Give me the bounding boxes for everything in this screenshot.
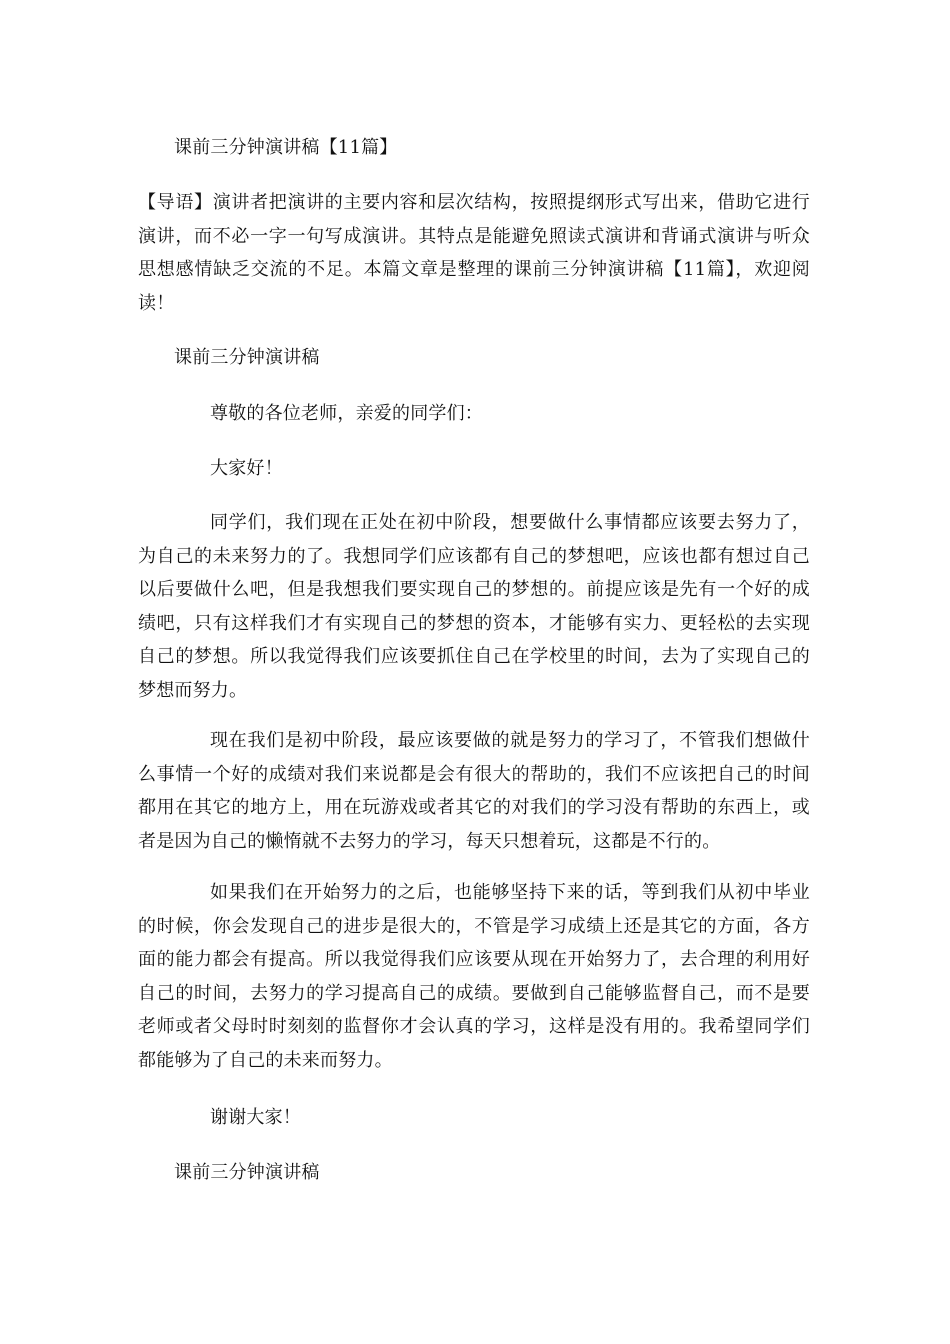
document-title: 课前三分钟演讲稿【11篇】: [174, 137, 398, 158]
body-paragraph-2: 现在我们是初中阶段，最应该要做的就是努力的学习了，不管我们想做什么事情一个好的成绩对我们来说都是会有很大的帮助的，我们不应该把自己的时间都用在其它的地方上，用在玩游戏或者其它的对我们的学习没有帮助的东西上，或者是因为自己的懒惰就不去努力的学习，每天只想着玩，这都是不行的。: [138, 730, 810, 852]
body-paragraph-3: 如果我们在开始努力的之后，也能够坚持下来的话，等到我们从初中毕业的时候，你会发现自己的进步是很大的，不管是学习成绩上还是其它的方面，各方面的能力都会有提高。所以我觉得我们应该要从现在开始努力了，去合理的利用好自己的时间，去努力的学习提高自己的成绩。要做到自己能够监督自己，而不是要老师或者父母时时刻刻的监督你才会认真的学习，这样是没有用的。我希望同学们都能够为了自己的未来而努力。: [138, 882, 810, 1071]
greeting: 大家好！: [210, 458, 283, 479]
section-heading-1: 课前三分钟演讲稿: [174, 347, 320, 368]
closing-thanks: 谢谢大家！: [210, 1107, 301, 1128]
intro-paragraph: 【导语】演讲者把演讲的主要内容和层次结构，按照提纲形式写出来，借助它进行演讲，而不必一字一句写成演讲。其特点是能避免照读式演讲和背诵式演讲与听众思想感情缺乏交流的不足。本篇文章是整理的课前三分钟演讲稿【11篇】，欢迎阅读！: [138, 192, 810, 314]
salutation: 尊敬的各位老师，亲爱的同学们：: [210, 403, 483, 424]
section-heading-2: 课前三分钟演讲稿: [174, 1162, 320, 1183]
body-paragraph-1: 同学们，我们现在正处在初中阶段，想要做什么事情都应该要去努力了，为自己的未来努力的了。我想同学们应该都有自己的梦想吧，应该也都有想过自己以后要做什么吧，但是我想我们要实现自己的梦想的。前提应该是先有一个好的成绩吧，只有这样我们才有实现自己的梦想的资本，才能够有实力、更轻松的去实现自己的梦想。所以我觉得我们应该要抓住自己在学校里的时间，去为了实现自己的梦想而努力。: [138, 512, 810, 701]
